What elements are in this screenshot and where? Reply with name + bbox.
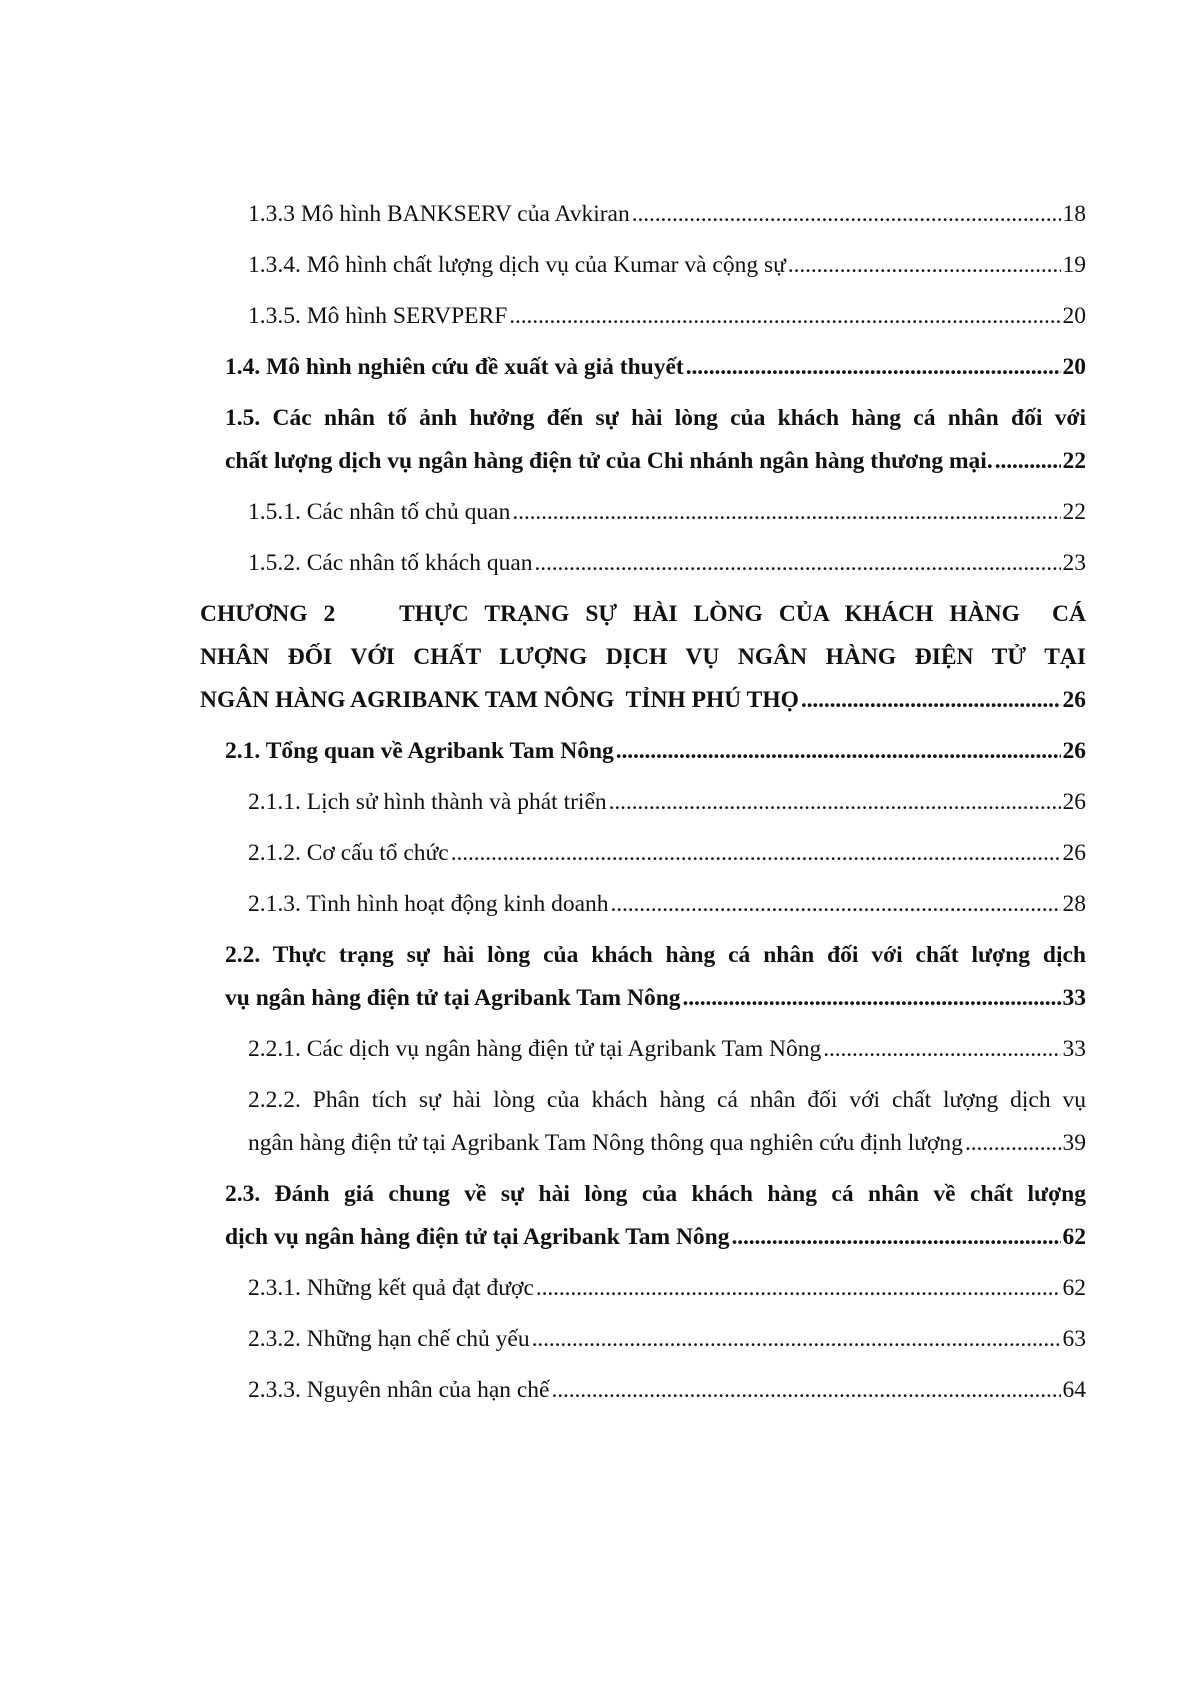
toc-entry-text: 2.3.2. Những hạn chế chủ yếu	[248, 1326, 530, 1352]
toc-entry-text-line-1: 2.3. Đánh giá chung về sự hài lòng của khách hàng cá nhân về chất lượng	[225, 1181, 1086, 1207]
dot-leader	[616, 730, 1061, 773]
toc-entry-text: 2.1.3. Tình hình hoạt động kinh doanh	[248, 891, 609, 917]
toc-entry-2-2-1	[200, 1028, 1086, 1071]
toc-page-number: 26	[1062, 840, 1086, 866]
dot-leader	[801, 679, 1061, 722]
toc-page-number: 20	[1062, 303, 1086, 329]
toc-entry-text-line-2: chất lượng dịch vụ ngân hàng điện tử của Chi nhánh ngân hàng thương mại.	[225, 448, 993, 474]
toc-entry-text: 2.1. Tổng quan về Agribank Tam Nông	[225, 738, 614, 764]
toc-entry-2-3-1	[200, 1267, 1086, 1310]
dot-leader	[632, 193, 1061, 236]
dot-leader	[451, 832, 1061, 875]
toc-entry-1-3-3	[200, 193, 1086, 236]
dot-leader	[823, 1028, 1060, 1071]
toc-entry-text-line-1: CHƯƠNG 2 THỰC TRẠNG SỰ HÀI LÒNG CỦA KHÁCH HÀNG CÁ	[200, 601, 1086, 627]
toc-entry-1-5-1	[200, 491, 1086, 534]
toc-page-number: 63	[1062, 1326, 1086, 1352]
toc-entry-text-line-2: ngân hàng điện tử tại Agribank Tam Nông thông qua nghiên cứu định lượng	[248, 1130, 963, 1156]
table-of-contents	[200, 193, 1086, 1420]
toc-entry-text-line-2: dịch vụ ngân hàng điện tử tại Agribank Tam Nông	[225, 1224, 730, 1250]
toc-entry-text: 2.3.3. Nguyên nhân của hạn chế	[248, 1377, 550, 1403]
dot-leader	[551, 1369, 1060, 1412]
toc-entry-text-line-2: vụ ngân hàng điện tử tại Agribank Tam Nông	[225, 985, 681, 1011]
toc-entry-2-3-2	[200, 1318, 1086, 1361]
toc-entry-text: 1.3.3 Mô hình BANKSERV của Avkiran	[248, 201, 630, 227]
toc-entry-2-1-2	[200, 832, 1086, 875]
toc-entry-text: 1.5.1. Các nhân tố chủ quan	[248, 499, 511, 525]
toc-page-number: 26	[1062, 738, 1086, 764]
dot-leader	[788, 244, 1061, 287]
dot-leader	[686, 346, 1061, 389]
toc-entry-text: 2.1.2. Cơ cấu tổ chức	[248, 840, 449, 866]
toc-page-number: 39	[1062, 1130, 1086, 1156]
toc-entry-text: 1.5.2. Các nhân tố khách quan	[248, 550, 533, 576]
dot-leader	[683, 977, 1061, 1020]
toc-page-number: 28	[1062, 891, 1086, 917]
toc-entry-text-line-3: NGÂN HÀNG AGRIBANK TAM NÔNG TỈNH PHÚ THỌ	[200, 687, 799, 713]
toc-page-number: 23	[1062, 550, 1086, 576]
toc-entry-2-3	[200, 1173, 1086, 1259]
toc-entry-text: 1.3.4. Mô hình chất lượng dịch vụ của Kumar và cộng sự	[248, 252, 786, 278]
toc-entry-1-3-5	[200, 295, 1086, 338]
toc-page-number: 26	[1062, 687, 1086, 713]
dot-leader	[536, 1267, 1061, 1310]
toc-entry-2-2-2	[200, 1079, 1086, 1165]
toc-page-number: 33	[1062, 985, 1086, 1011]
toc-entry-1-4	[200, 346, 1086, 389]
toc-entry-1-5	[200, 397, 1086, 483]
toc-entry-text-line-2: NHÂN ĐỐI VỚI CHẤT LƯỢNG DỊCH VỤ NGÂN HÀNG ĐIỆN TỬ TẠI	[200, 644, 1086, 670]
toc-entry-2-2	[200, 934, 1086, 1020]
dot-leader	[512, 491, 1060, 534]
toc-entry-1-3-4	[200, 244, 1086, 287]
dot-leader	[509, 295, 1060, 338]
dot-leader	[965, 1122, 1061, 1165]
toc-page-number: 18	[1062, 201, 1086, 227]
toc-entry-text-line-1: 2.2.2. Phân tích sự hài lòng của khách hàng cá nhân đối với chất lượng dịch vụ	[248, 1087, 1086, 1113]
toc-entry-chapter-2	[200, 593, 1086, 722]
toc-page-number: 64	[1062, 1377, 1086, 1403]
toc-page-number: 33	[1062, 1036, 1086, 1062]
toc-entry-2-1-3	[200, 883, 1086, 926]
toc-entry-text: 1.3.5. Mô hình SERVPERF	[248, 303, 508, 329]
dot-leader	[535, 542, 1061, 585]
toc-entry-text: 2.2.1. Các dịch vụ ngân hàng điện tử tại Agribank Tam Nông	[248, 1036, 822, 1062]
dot-leader	[609, 781, 1061, 824]
toc-entry-text: 1.4. Mô hình nghiên cứu đề xuất và giả thuyết	[225, 354, 684, 380]
dot-leader	[532, 1318, 1061, 1361]
toc-page-number: 22	[1062, 499, 1086, 525]
toc-page-number: 19	[1062, 252, 1086, 278]
toc-entry-2-1-1	[200, 781, 1086, 824]
toc-page-number: 26	[1062, 789, 1086, 815]
toc-entry-text-line-1: 2.2. Thực trạng sự hài lòng của khách hàng cá nhân đối với chất lượng dịch	[225, 942, 1086, 968]
dot-leader	[611, 883, 1061, 926]
toc-entry-text: 2.3.1. Những kết quả đạt được	[248, 1275, 534, 1301]
toc-entry-2-3-3	[200, 1369, 1086, 1412]
toc-page-number: 20	[1062, 354, 1086, 380]
toc-entry-2-1	[200, 730, 1086, 773]
toc-page-number: 62	[1062, 1275, 1086, 1301]
toc-entry-text: 2.1.1. Lịch sử hình thành và phát triển	[248, 789, 607, 815]
toc-page-number: 62	[1062, 1224, 1086, 1250]
dot-leader	[995, 440, 1061, 483]
toc-entry-1-5-2	[200, 542, 1086, 585]
toc-entry-text-line-1: 1.5. Các nhân tố ảnh hưởng đến sự hài lòng của khách hàng cá nhân đối với	[225, 405, 1086, 431]
dot-leader	[732, 1216, 1061, 1259]
toc-page-number: 22	[1062, 448, 1086, 474]
